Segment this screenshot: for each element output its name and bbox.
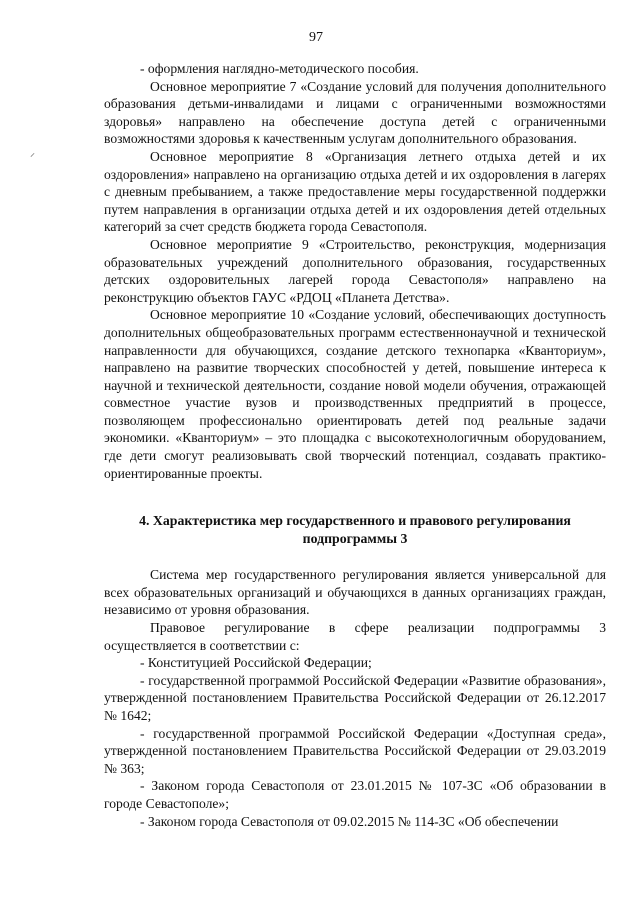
list-item-constitution: - Конституцией Российской Федерации; bbox=[140, 655, 372, 671]
paragraph-visual-aid: - оформления наглядно-методического пособия. bbox=[140, 61, 419, 76]
paragraph-measure-7: Основное мероприятие 7 «Создание условий для получения дополнительного образования детьми-инвалидами и лицами с ограниченными возможностями здоровья» направлено на обеспечение доступа детей с ограниченными возможностями здоровья к качественным услугам дополнительного образования. bbox=[104, 78, 606, 147]
paragraph-regulation-system: Система мер государственного регулирования является универсальной для всех образовательных организаций и обучающихся в данных организациях граждан, независимо от уровня образования. bbox=[104, 567, 606, 618]
page-number: 97 bbox=[309, 30, 323, 45]
section-heading bbox=[104, 512, 606, 548]
paragraph-measure-9: Основное мероприятие 9 «Строительство, реконструкция, модернизация образовательных учреждений дополнительного образования, государственных детских оздоровительных лагерей города Севастополя» направлено на реконструкцию объектов ГАУС «РДОЦ «Планета Детства». bbox=[104, 236, 606, 305]
paragraph-measure-10: Основное мероприятие 10 «Создание условий, обеспечивающих доступность дополнительных общеобразовательных программ естественнонаучной и технической направленности для обучающихся, создание детского технопарка «Кванториум», направлено на развитие творческих способностей у детей, повышение интереса к научной и технической деятельности, создание новой модели обучения, отражающей совместное участие вузов и производственных предприятий в процессе, позволяющем профессионально ориентировать детей под реальные задачи экономики. «Кванториум» – это площадка с высокотехнологичным оборудованием, где дети смогут реализовывать свой творческий потенциал, создавать практико-ориентированные проекты. bbox=[104, 307, 606, 481]
scan-mark: ⸝ bbox=[30, 148, 35, 159]
list-item-law-107: - Законом города Севастополя от 23.01.2015 № 107-ЗС «Об образовании в городе Севастополе»; bbox=[104, 778, 606, 811]
list-item-program-education: - государственной программой Российской Федерации «Развитие образования», утвержденной постановлением Правительства Российской Федерации от 26.12.2017 № 1642; bbox=[104, 672, 606, 723]
section-heading-line2: подпрограммы 3 bbox=[302, 531, 408, 547]
paragraph-measure-8: Основное мероприятие 8 «Организация летнего отдыха детей и их оздоровления» направлено на организацию отдыха детей и их оздоровления в лагерях с дневным пребыванием, а также предоставление меры государственной поддержки путем направления в организации отдыха детей и их оздоровления детей отдельных категорий за счет средств бюджета города Севастополя. bbox=[104, 148, 606, 235]
paragraph-legal-regulation: Правовое регулирование в сфере реализации подпрограммы 3 осуществляется в соответствии с: bbox=[104, 620, 606, 653]
list-item-law-114: - Законом города Севастополя от 09.02.2015 № 114-ЗС «Об обеспечении bbox=[140, 813, 559, 829]
list-item-program-accessible: - государственной программой Российской Федерации «Доступная среда», утвержденной постановлением Правительства Российской Федерации от 29.03.2019 № 363; bbox=[104, 725, 606, 776]
document-body bbox=[104, 60, 606, 830]
section-heading-line1: 4. Характеристика мер государственного и правового регулирования bbox=[139, 513, 571, 529]
